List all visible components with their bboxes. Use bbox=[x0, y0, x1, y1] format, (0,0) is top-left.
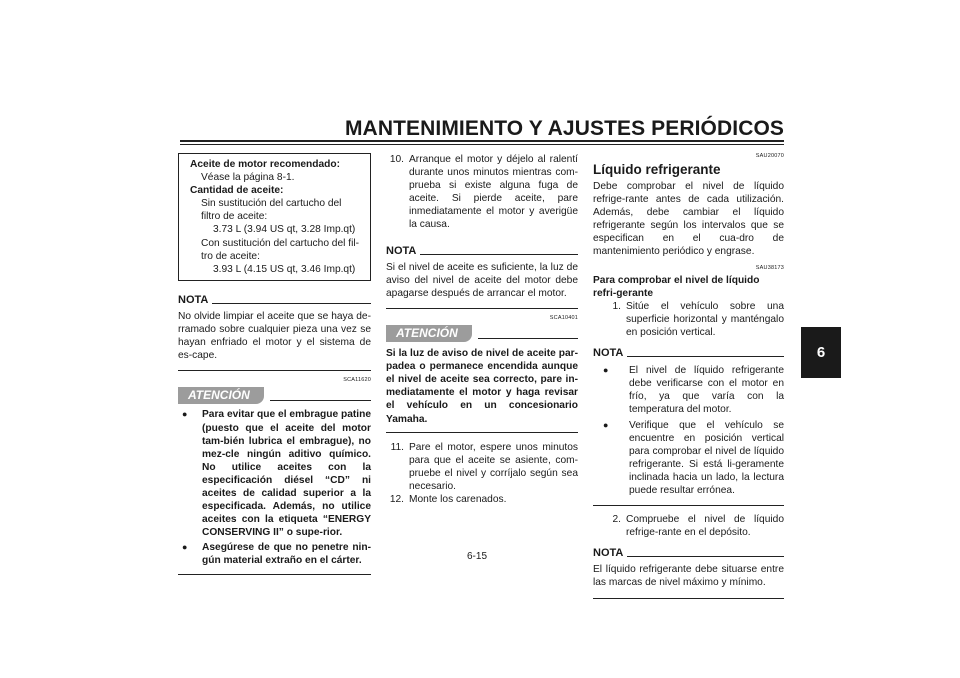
bullet-dot-icon: ● bbox=[182, 409, 188, 420]
bullet-dot-icon: ● bbox=[603, 419, 609, 430]
step-number: 12. bbox=[389, 493, 404, 505]
caution-end-rule bbox=[386, 432, 578, 433]
step-number: 2. bbox=[612, 514, 621, 526]
column-1 bbox=[178, 153, 371, 575]
caution-text: Si la luz de aviso de nivel de aceite par-padea o permanece encendida aunque el nivel de aceite sea correcto, pare in-mediatamente el motor y haga revisar el vehículo en un concesionario Yamaha. bbox=[386, 348, 578, 425]
step-item bbox=[386, 441, 578, 493]
caution-heading bbox=[178, 387, 371, 404]
spec-label: Aceite de motor recomendado: bbox=[190, 159, 341, 170]
step-text: Monte los carenados. bbox=[409, 493, 507, 505]
spec-value: Con sustitución del cartucho del fil-tro de aceite: bbox=[201, 237, 359, 262]
nota-heading bbox=[386, 245, 578, 258]
caution-end-rule bbox=[178, 574, 371, 575]
section-title: Líquido refrigerante bbox=[593, 162, 721, 177]
nota-heading bbox=[593, 347, 784, 360]
step-item bbox=[386, 493, 578, 506]
nota-text: Si el nivel de aceite es suficiente, la luz de aviso del nivel de aceite del motor debe apagarse después de arrancar el motor. bbox=[386, 261, 578, 299]
step-number: 11. bbox=[390, 441, 404, 453]
nota-rule bbox=[627, 556, 784, 557]
ref-code: SCA10401 bbox=[549, 314, 578, 321]
bullet-text: Asegúrese de que no penetre nin-gún material extraño en el cárter. bbox=[202, 542, 371, 567]
step-number: 10. bbox=[389, 154, 404, 165]
bullet-text: El nivel de líquido refrigerante debe verificarse con el motor en frío, ya que varía con la temperatura del motor. bbox=[629, 365, 784, 416]
nota-heading bbox=[178, 294, 371, 307]
bullet-text: Para evitar que el embrague patine (puesto que el aceite del motor tam-bién lubrica el embrague), no mez-cle ningún aditivo químico. No utilice aceites con la especificación diésel “CD” ni aceites de calidad superior a la especificada. Además, no utilice aceites con la etiqueta “ENERGY CONSERVING II” o supe-rior. bbox=[202, 409, 371, 539]
header-rule bbox=[180, 140, 784, 142]
step-item bbox=[593, 513, 784, 539]
caution-badge: ATENCIÓN bbox=[178, 387, 264, 404]
section-intro: Debe comprobar el nivel de líquido refrige-rante antes de cada utilización. Además, debe cambiar el líquido refrigerante según los intervalos que se especifican en el cua-dro de mantenimiento periódico y engrase. bbox=[593, 181, 784, 258]
step-text: Compruebe el nivel de líquido refrige-rante en el depósito. bbox=[626, 514, 784, 539]
spec-value: 3.73 L (3.94 US qt, 3.28 Imp.qt) bbox=[213, 224, 356, 236]
nota-end-rule bbox=[593, 598, 784, 599]
step-text: Pare el motor, espere unos minutos para que el aceite se asiente, com-pruebe el nivel y corríjalo según sea necesario. bbox=[409, 441, 578, 492]
step-text: Sitúe el vehículo sobre una superficie horizontal y manténgalo en posición vertical. bbox=[626, 300, 784, 338]
nota-end-rule bbox=[386, 308, 578, 309]
column-3 bbox=[593, 153, 784, 599]
page-title: MANTENIMIENTO Y AJUSTES PERIÓDICOS bbox=[344, 117, 784, 140]
nota-text: El líquido refrigerante debe situarse entre las marcas de nivel máximo y mínimo. bbox=[593, 564, 784, 589]
bullet-dot-icon: ● bbox=[603, 365, 609, 376]
nota-bullet bbox=[593, 364, 784, 416]
caution-badge: ATENCIÓN bbox=[386, 325, 472, 342]
page-number: 6-15 bbox=[467, 551, 488, 562]
chapter-tab[interactable]: 6 bbox=[801, 327, 841, 378]
bullet-text: Verifique que el vehículo se encuentre en posición vertical para comprobar el nivel de líquido refrigerante. Si está li-geramente inclinada hacia un lado, la lectura puede resultar errónea. bbox=[629, 419, 784, 496]
spec-value: Véase la página 8-1. bbox=[201, 172, 295, 184]
nota-rule bbox=[627, 356, 784, 357]
header-rule-thin bbox=[180, 144, 784, 145]
spec-label: Cantidad de aceite: bbox=[190, 185, 284, 197]
nota-text: No olvide limpiar el aceite que se haya de-rramado sobre cualquier pieza una vez se hayan enfriado el motor y el sistema de es-cape. bbox=[178, 310, 371, 362]
step-text: Arranque el motor y déjelo al ralentí durante unos minutos mientras com-prueba si existe alguna fuga de aceite. Si pierde aceite, pare inmediatamente el motor y averigüe la causa. bbox=[409, 154, 578, 231]
caution-rule bbox=[270, 400, 371, 401]
caution-rule bbox=[478, 338, 578, 339]
caution-bullet bbox=[178, 408, 371, 539]
oil-spec-box bbox=[178, 153, 371, 281]
nota-heading bbox=[593, 547, 784, 560]
nota-rule bbox=[212, 303, 371, 304]
caution-bullet bbox=[178, 541, 371, 567]
ref-code: SAU38173 bbox=[755, 264, 784, 271]
ref-code: SAU20070 bbox=[755, 153, 784, 159]
ref-code: SCA11620 bbox=[343, 377, 371, 384]
bullet-dot-icon: ● bbox=[182, 542, 188, 553]
step-number: 1. bbox=[612, 300, 621, 312]
step-item bbox=[593, 300, 784, 339]
nota-rule bbox=[420, 254, 578, 255]
spec-value: 3.93 L (4.15 US qt, 3.46 Imp.qt) bbox=[213, 263, 356, 275]
nota-end-rule bbox=[178, 370, 371, 371]
subsection-title: Para comprobar el nivel de líquido refri-gerante bbox=[593, 274, 760, 299]
nota-label: NOTA bbox=[178, 293, 209, 306]
nota-label: NOTA bbox=[593, 547, 624, 560]
step-item bbox=[386, 153, 578, 232]
caution-heading bbox=[386, 325, 578, 342]
spec-value: Sin sustitución del cartucho del filtro de aceite: bbox=[201, 198, 342, 223]
column-2 bbox=[386, 153, 578, 506]
nota-bullet bbox=[593, 419, 784, 498]
nota-label: NOTA bbox=[593, 347, 624, 360]
nota-label: NOTA bbox=[386, 244, 417, 257]
nota-end-rule bbox=[593, 505, 784, 506]
